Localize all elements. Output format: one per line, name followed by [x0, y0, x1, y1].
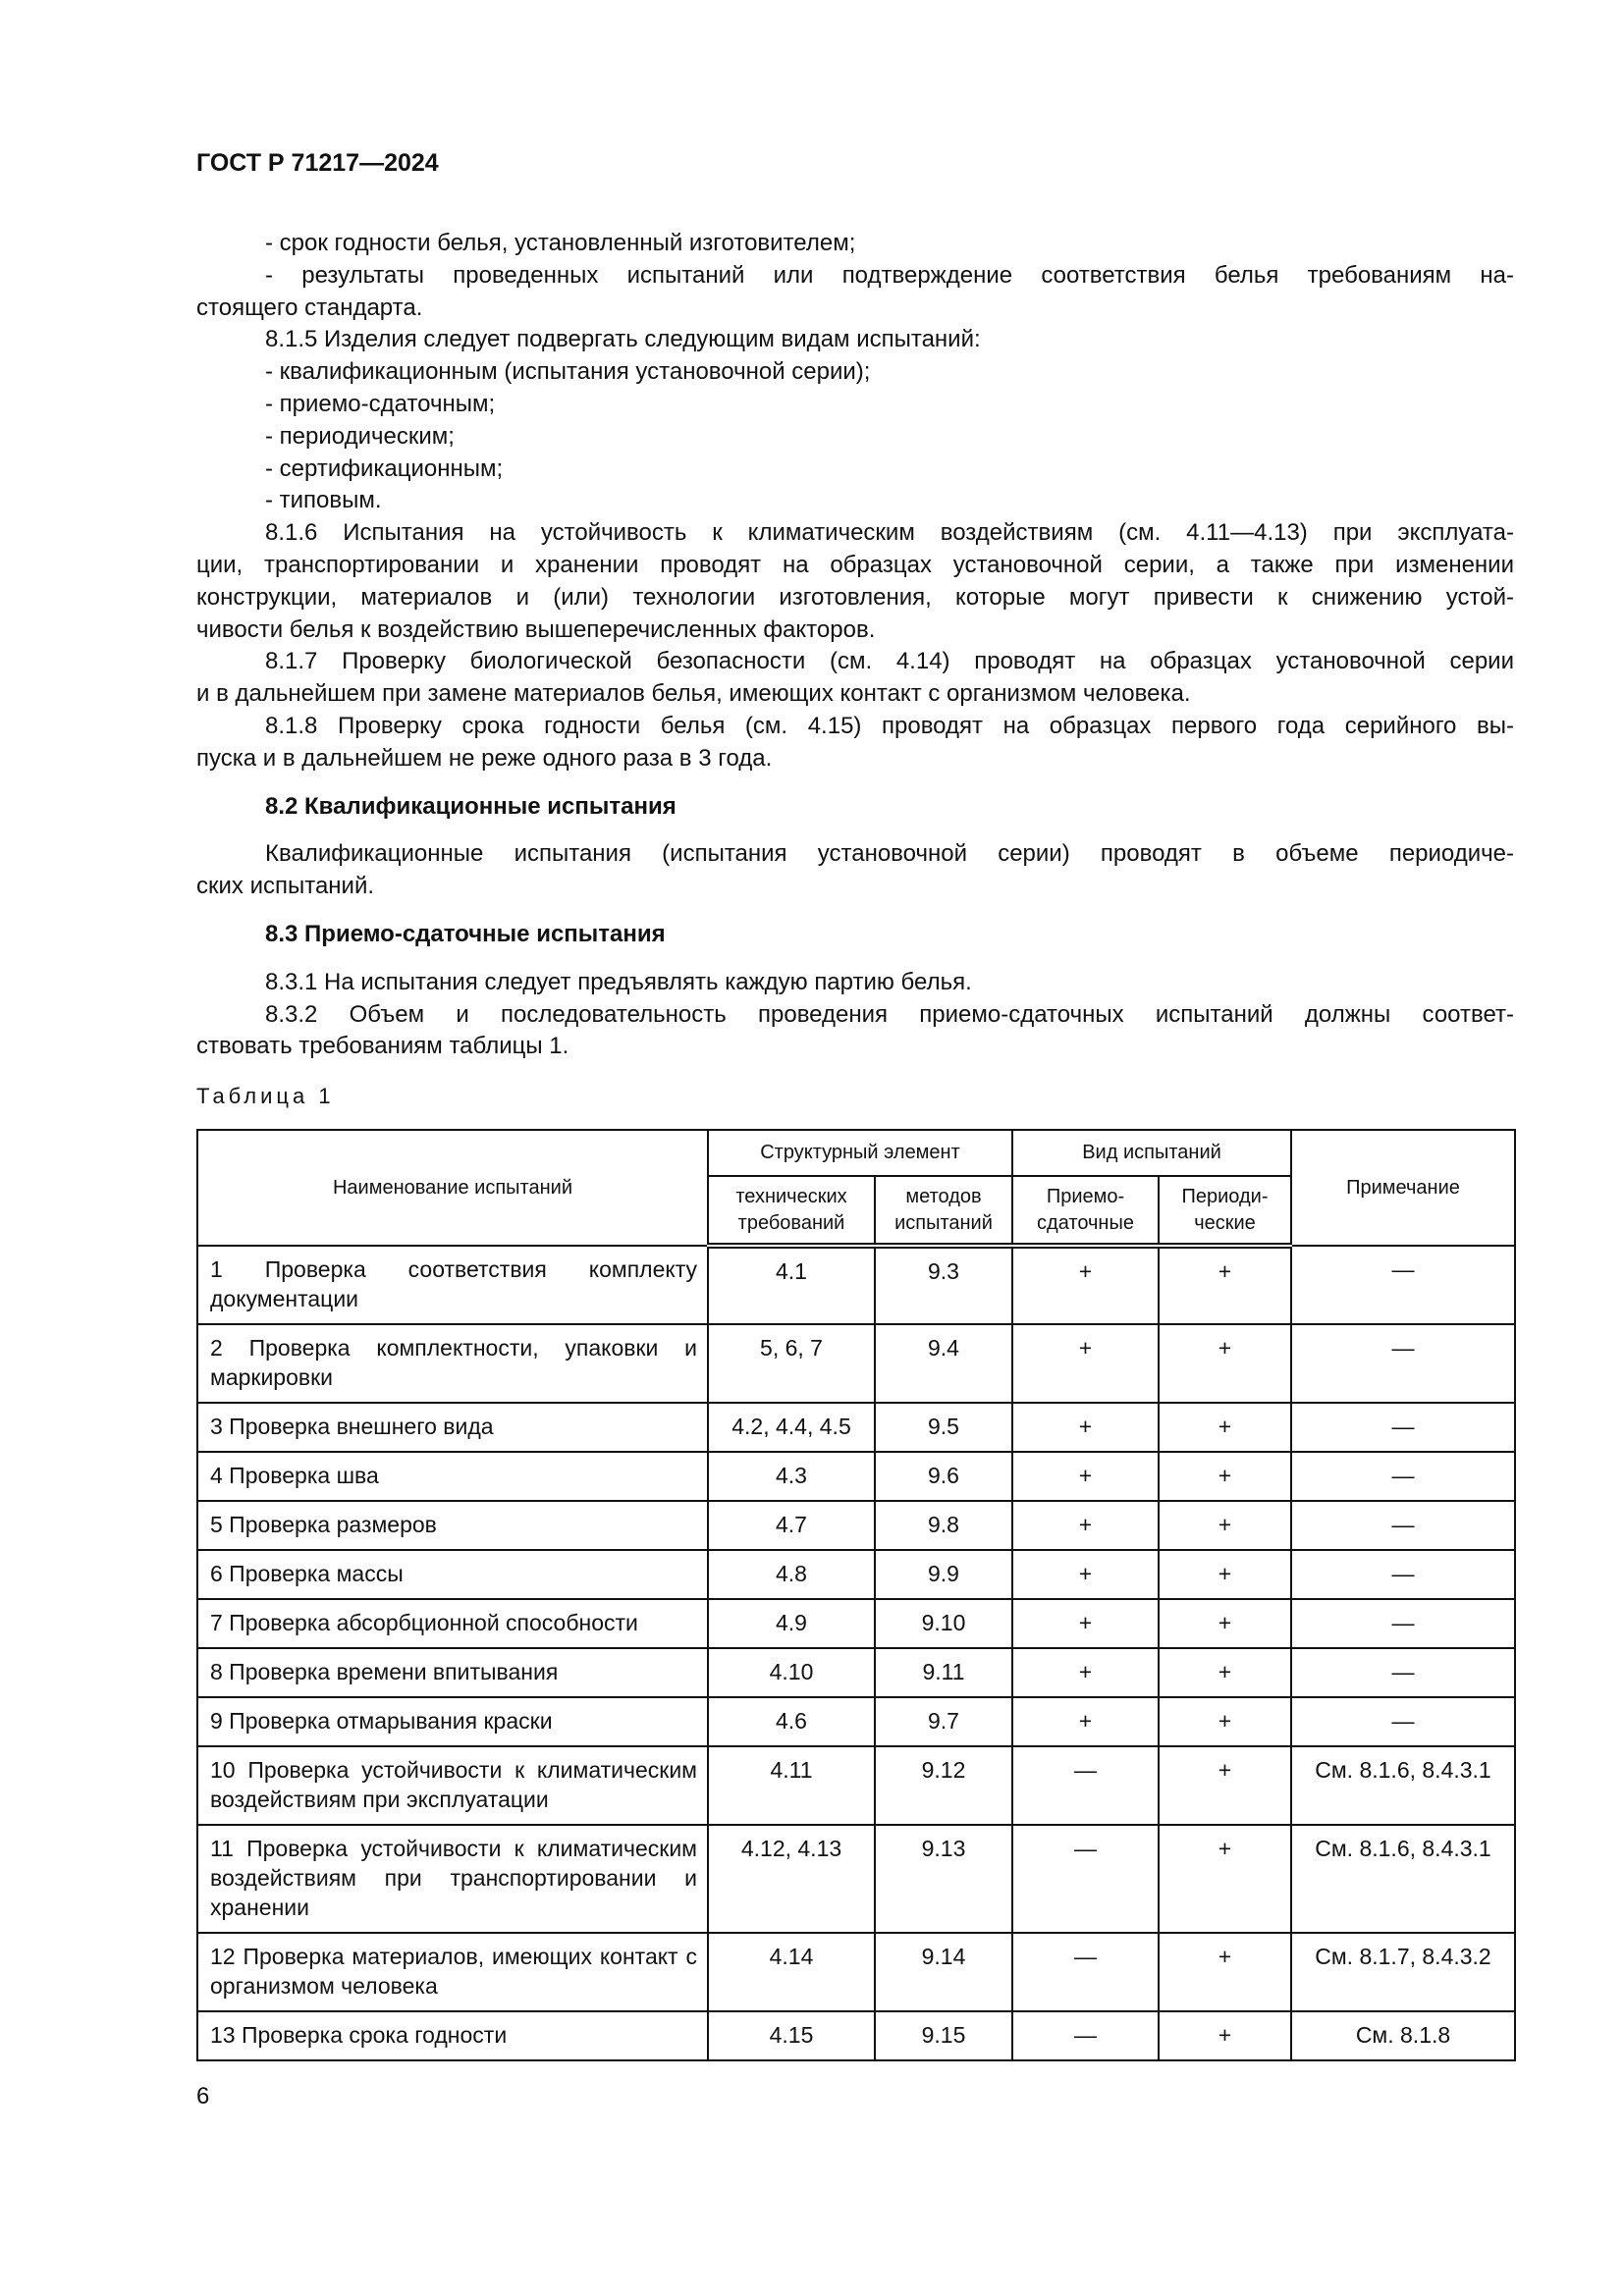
cell-note: —	[1291, 1324, 1515, 1403]
paragraph-line: ции, транспортировании и хранении проводят на образцах установочной серии, а также при изменении	[196, 551, 1514, 578]
cell-test-name: 9 Проверка отмарывания краски	[197, 1697, 708, 1746]
cell-tech-req: 4.12, 4.13	[708, 1825, 875, 1933]
cell-periodic: +	[1159, 1746, 1291, 1825]
cell-test-name: 1 Проверка соответствия комплекту документации	[197, 1246, 708, 1324]
cell-periodic: +	[1159, 2011, 1291, 2060]
cell-test-name: 6 Проверка массы	[197, 1550, 708, 1599]
cell-note: См. 8.1.6, 8.4.3.1	[1291, 1746, 1515, 1825]
cell-periodic: +	[1159, 1501, 1291, 1550]
paragraph-line: - результаты проведенных испытаний или подтверждение соответствия белья требованиям на-	[265, 261, 1514, 289]
paragraph-line: - периодическим;	[265, 422, 455, 450]
cell-test-method: 9.13	[875, 1825, 1012, 1933]
cell-tech-req: 4.7	[708, 1501, 875, 1550]
cell-test-name: 10 Проверка устойчивости к климатическим воздействиям при эксплуатации	[197, 1746, 708, 1825]
cell-tech-req: 5, 6, 7	[708, 1324, 875, 1403]
header-periodic: Периоди-ческие	[1159, 1176, 1291, 1246]
cell-test-method: 9.11	[875, 1648, 1012, 1697]
section-heading: 8.2 Квалификационные испытания	[265, 792, 677, 820]
table-row	[197, 1246, 1515, 1324]
paragraph-line: 8.3.2 Объем и последовательность проведения приемо-сдаточных испытаний должны соответ-	[265, 1000, 1514, 1028]
cell-acceptance: +	[1012, 1550, 1159, 1599]
cell-acceptance: —	[1012, 1933, 1159, 2011]
paragraph-line: чивости белья к воздействию вышеперечисленных факторов.	[196, 615, 876, 643]
paragraph-line: - типовым.	[265, 487, 382, 514]
cell-test-name: 8 Проверка времени впитывания	[197, 1648, 708, 1697]
paragraph-line: 8.1.7 Проверку биологической безопасности (см. 4.14) проводят на образцах установочной серии	[265, 648, 1514, 675]
cell-acceptance: +	[1012, 1324, 1159, 1403]
cell-test-name: 13 Проверка срока годности	[197, 2011, 708, 2060]
cell-test-name: 3 Проверка внешнего вида	[197, 1403, 708, 1452]
cell-test-name: 5 Проверка размеров	[197, 1501, 708, 1550]
cell-acceptance: +	[1012, 1501, 1159, 1550]
cell-test-method: 9.8	[875, 1501, 1012, 1550]
paragraph-line: конструкции, материалов и (или) технологии изготовления, которые могут привести к снижению устой-	[196, 583, 1514, 611]
cell-note: См. 8.1.6, 8.4.3.1	[1291, 1825, 1515, 1933]
table-row	[197, 2011, 1515, 2060]
header-structural: Структурный элемент	[708, 1130, 1012, 1176]
table-row	[197, 1599, 1515, 1648]
cell-test-name: 2 Проверка комплектности, упаковки и маркировки	[197, 1324, 708, 1403]
paragraph-line: пуска и в дальнейшем не реже одного раза в 3 года.	[196, 744, 773, 772]
cell-tech-req: 4.15	[708, 2011, 875, 2060]
cell-periodic: +	[1159, 1599, 1291, 1648]
cell-tech-req: 4.2, 4.4, 4.5	[708, 1403, 875, 1452]
cell-test-name: 11 Проверка устойчивости к климатическим воздействиям при транспортировании и хранении	[197, 1825, 708, 1933]
cell-periodic: +	[1159, 1324, 1291, 1403]
paragraph-line: 8.3.1 На испытания следует предъявлять каждую партию белья.	[265, 968, 972, 995]
cell-test-method: 9.15	[875, 2011, 1012, 2060]
table-row	[197, 1403, 1515, 1452]
header-acceptance: Приемо-сдаточные	[1012, 1176, 1159, 1246]
cell-note: —	[1291, 1648, 1515, 1697]
cell-acceptance: —	[1012, 1746, 1159, 1825]
cell-test-method: 9.9	[875, 1550, 1012, 1599]
page-number: 6	[196, 2083, 210, 2109]
cell-test-name: 7 Проверка абсорбционной способности	[197, 1599, 708, 1648]
paragraph-line: ских испытаний.	[196, 873, 375, 900]
document-header: ГОСТ Р 71217—2024	[196, 149, 439, 177]
paragraph-line: 8.1.8 Проверку срока годности белья (см. 4.15) проводят на образцах первого года серийного вы-	[265, 712, 1514, 739]
paragraph-line: - приемо-сдаточным;	[265, 390, 496, 417]
paragraph-line: - сертификационным;	[265, 454, 504, 482]
table-row	[197, 1501, 1515, 1550]
cell-test-method: 9.4	[875, 1324, 1012, 1403]
cell-acceptance: —	[1012, 1825, 1159, 1933]
cell-test-method: 9.3	[875, 1246, 1012, 1324]
cell-note: —	[1291, 1501, 1515, 1550]
cell-acceptance: +	[1012, 1599, 1159, 1648]
table-row	[197, 1933, 1515, 2011]
cell-acceptance: +	[1012, 1403, 1159, 1452]
cell-test-method: 9.12	[875, 1746, 1012, 1825]
header-test-type: Вид испытаний	[1012, 1130, 1291, 1176]
cell-periodic: +	[1159, 1648, 1291, 1697]
cell-test-method: 9.5	[875, 1403, 1012, 1452]
paragraph-line: Квалификационные испытания (испытания установочной серии) проводят в объеме периодиче-	[265, 840, 1514, 868]
body-text	[196, 228, 1514, 1063]
cell-acceptance: +	[1012, 1648, 1159, 1697]
cell-test-method: 9.10	[875, 1599, 1012, 1648]
header-name: Наименование испытаний	[197, 1130, 708, 1246]
table-caption: Таблица 1	[196, 1084, 335, 1108]
cell-tech-req: 4.8	[708, 1550, 875, 1599]
cell-test-method: 9.7	[875, 1697, 1012, 1746]
cell-test-name: 12 Проверка материалов, имеющих контакт с организмом человека	[197, 1933, 708, 2011]
cell-note: См. 8.1.8	[1291, 2011, 1515, 2060]
cell-tech-req: 4.10	[708, 1648, 875, 1697]
header-note: Примечание	[1291, 1130, 1515, 1246]
cell-test-method: 9.14	[875, 1933, 1012, 2011]
cell-tech-req: 4.11	[708, 1746, 875, 1825]
cell-note: —	[1291, 1550, 1515, 1599]
tests-table	[196, 1129, 1516, 2061]
paragraph-line: - квалификационным (испытания установочной серии);	[265, 358, 871, 386]
cell-acceptance: +	[1012, 1246, 1159, 1324]
cell-periodic: +	[1159, 1452, 1291, 1501]
cell-tech-req: 4.1	[708, 1246, 875, 1324]
cell-note: —	[1291, 1697, 1515, 1746]
cell-acceptance: +	[1012, 1452, 1159, 1501]
cell-note: —	[1291, 1246, 1515, 1324]
paragraph-line: и в дальнейшем при замене материалов белья, имеющих контакт с организмом человека.	[196, 680, 1191, 708]
cell-tech-req: 4.9	[708, 1599, 875, 1648]
cell-note: —	[1291, 1599, 1515, 1648]
cell-tech-req: 4.14	[708, 1933, 875, 2011]
table-row	[197, 1648, 1515, 1697]
cell-tech-req: 4.6	[708, 1697, 875, 1746]
cell-periodic: +	[1159, 1933, 1291, 2011]
cell-acceptance: +	[1012, 1697, 1159, 1746]
paragraph-line: стоящего стандарта.	[196, 294, 423, 321]
header-methods: методов испытаний	[875, 1176, 1012, 1246]
table-row	[197, 1452, 1515, 1501]
paragraph-line: - срок годности белья, установленный изготовителем;	[265, 230, 856, 256]
table-row	[197, 1550, 1515, 1599]
paragraph-line: 8.1.6 Испытания на устойчивость к климатическим воздействиям (см. 4.11—4.13) при эксплуата-	[265, 519, 1514, 547]
paragraph-line: ствовать требованиям таблицы 1.	[196, 1033, 569, 1060]
table-row	[197, 1825, 1515, 1933]
cell-periodic: +	[1159, 1697, 1291, 1746]
cell-note: —	[1291, 1403, 1515, 1452]
cell-acceptance: —	[1012, 2011, 1159, 2060]
table-row	[197, 1324, 1515, 1403]
cell-periodic: +	[1159, 1246, 1291, 1324]
section-heading: 8.3 Приемо-сдаточные испытания	[265, 920, 666, 947]
cell-periodic: +	[1159, 1825, 1291, 1933]
cell-note: См. 8.1.7, 8.4.3.2	[1291, 1933, 1515, 2011]
paragraph-line: 8.1.5 Изделия следует подвергать следующим видам испытаний:	[265, 326, 981, 353]
cell-periodic: +	[1159, 1403, 1291, 1452]
cell-test-name: 4 Проверка шва	[197, 1452, 708, 1501]
cell-test-method: 9.6	[875, 1452, 1012, 1501]
header-tech: технических требований	[708, 1176, 875, 1246]
cell-note: —	[1291, 1452, 1515, 1501]
cell-periodic: +	[1159, 1550, 1291, 1599]
table-row	[197, 1697, 1515, 1746]
table-row	[197, 1746, 1515, 1825]
cell-tech-req: 4.3	[708, 1452, 875, 1501]
